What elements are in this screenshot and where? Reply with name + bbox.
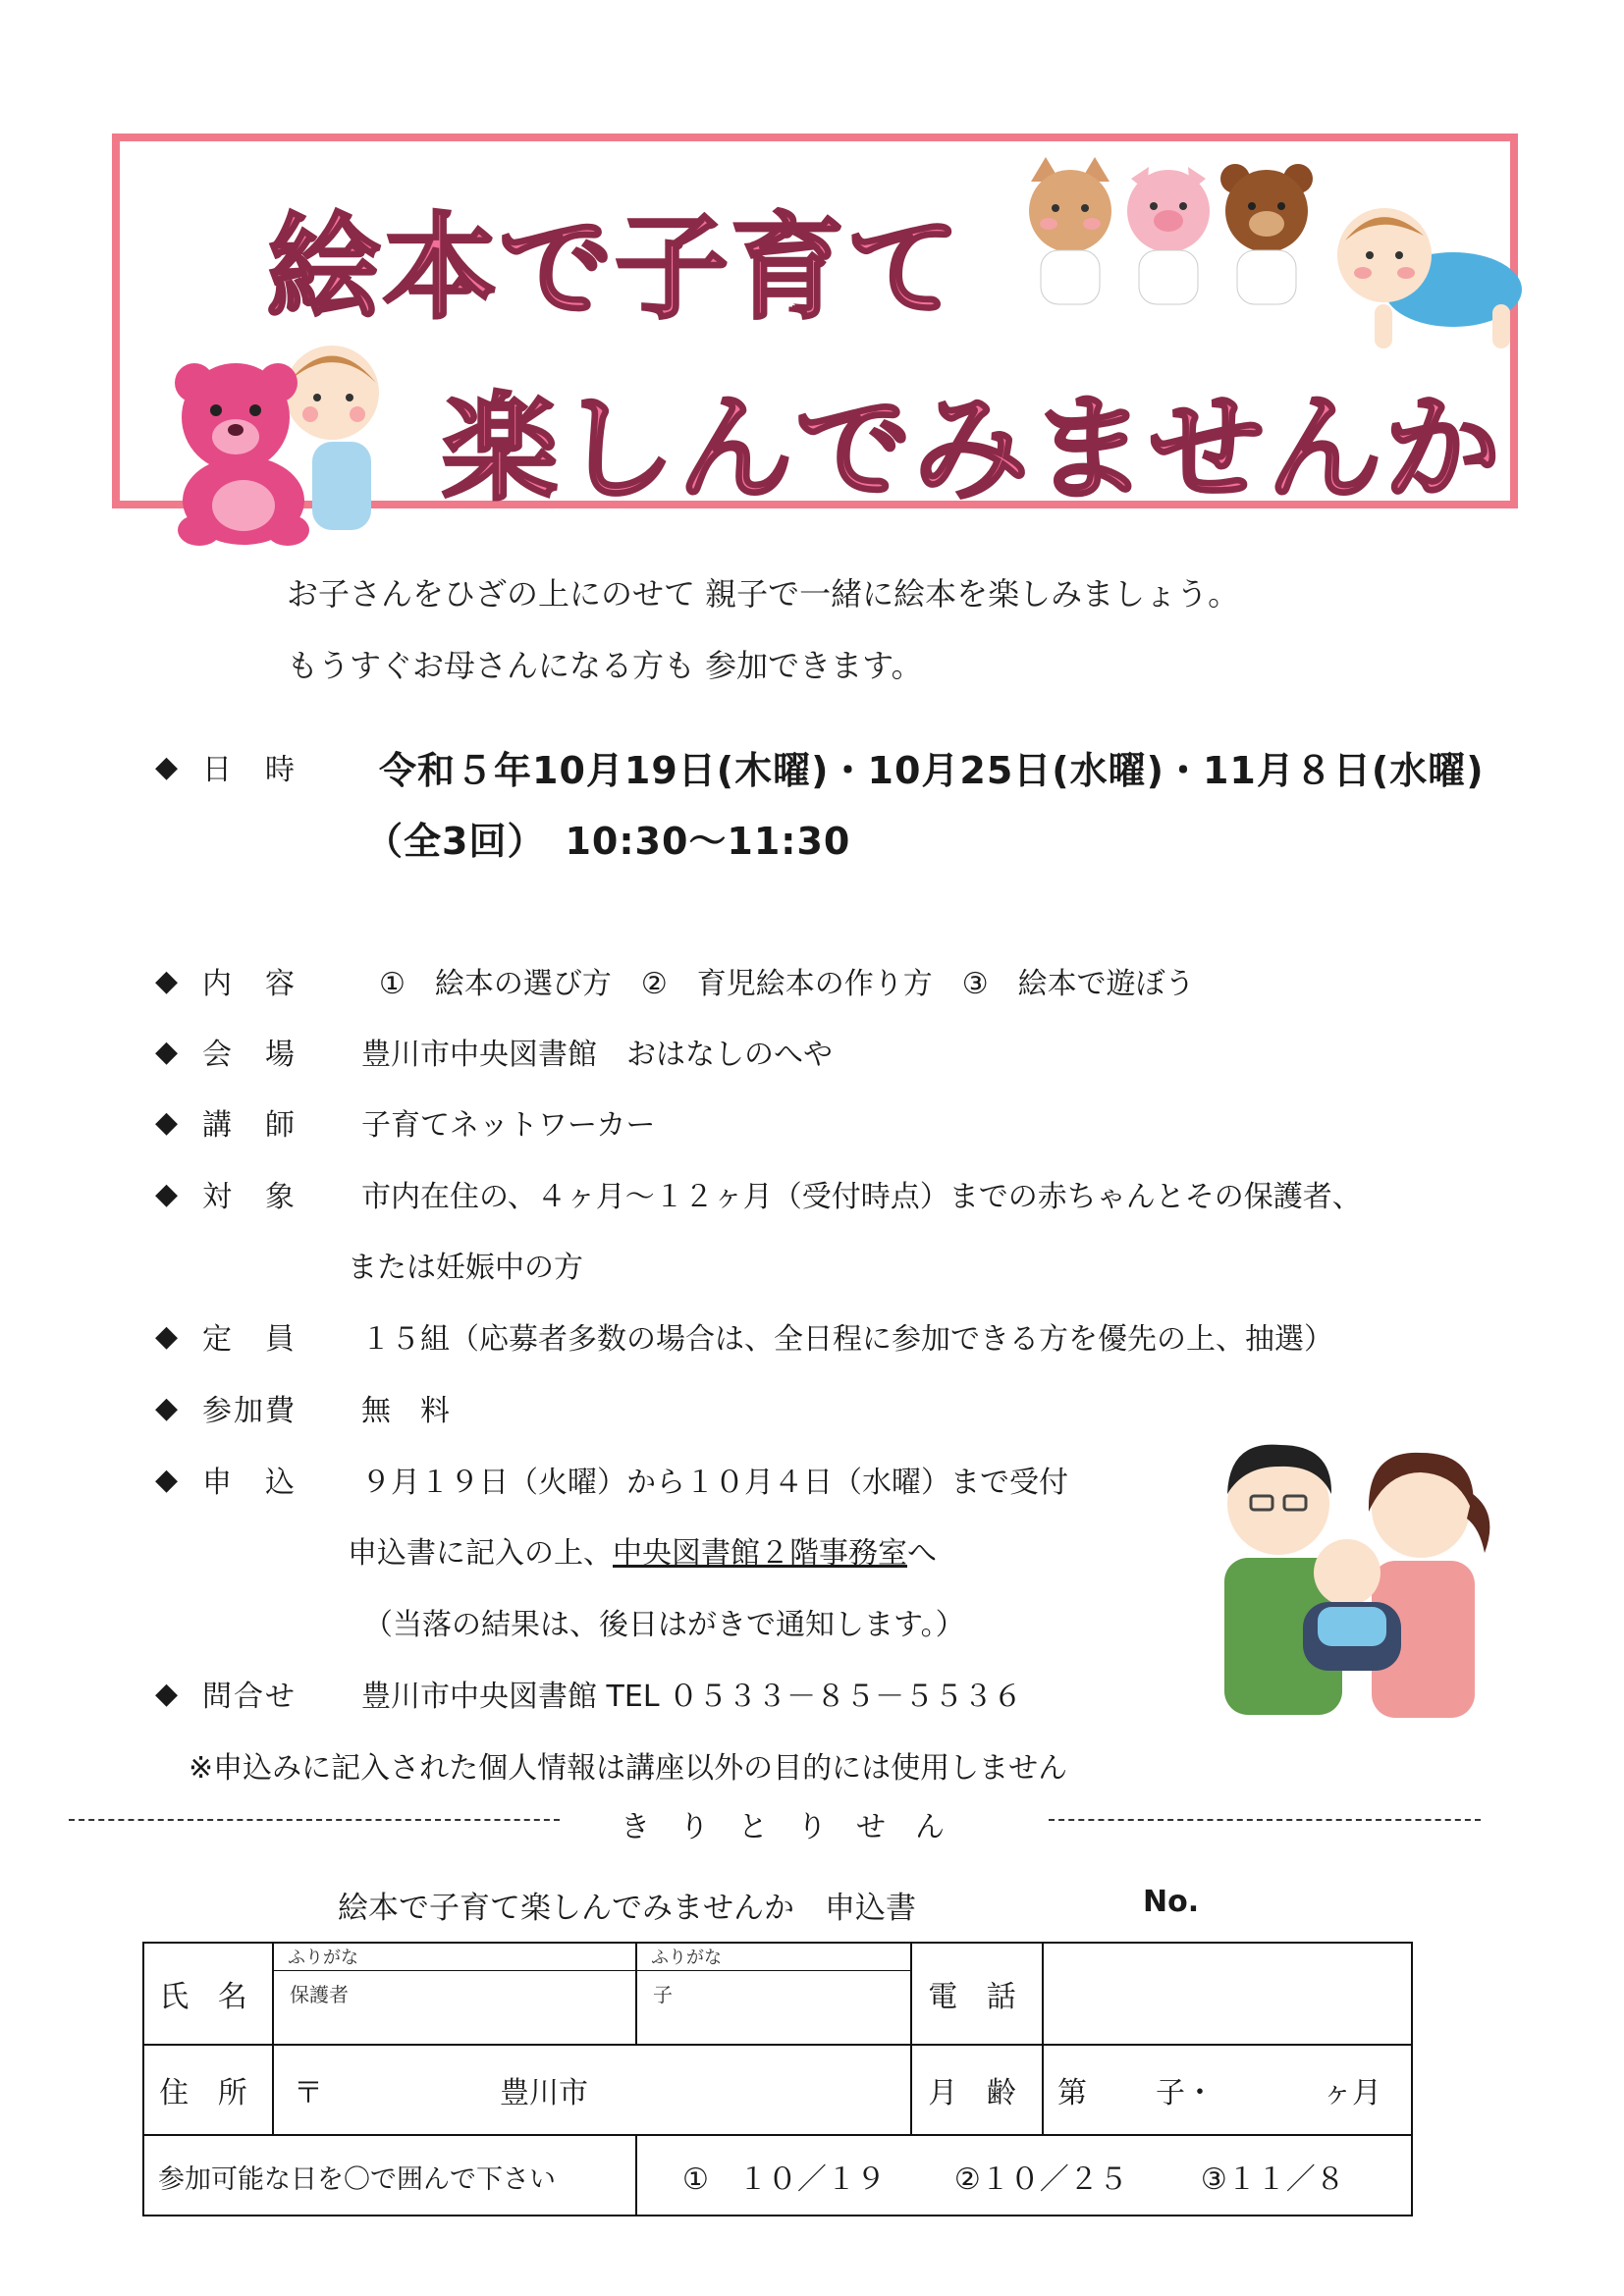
child-order-label: 子・ [1156,2076,1215,2110]
info-contact [155,1670,1022,1717]
child-name-field[interactable] [635,1944,910,2044]
diamond-icon: ◆ [155,1034,179,1069]
lecturer-label: 講 師 [202,1108,297,1143]
title-line-1: 絵本で子育て [267,202,962,335]
fee-label: 参加費 [202,1394,297,1428]
target-value-2: または妊娠中の方 [348,1251,583,1285]
age-label-cell [910,2044,1042,2134]
diamond-icon: ◆ [155,963,179,998]
crawling-baby-illustration [1326,196,1542,363]
intro-line-1: お子さんをひざの上にのせて 親子で一緒に絵本を楽しみましょう。 [287,575,1240,613]
apply-value-3: （当落の結果は、後日はがきで通知します。） [363,1608,965,1642]
postal-mark: 〒 [294,2076,323,2110]
privacy-note: ※申込みに記入された個人情報は講座以外の目的には使用しません [189,1751,1068,1786]
diamond-icon: ◆ [155,1390,179,1425]
order-label: 第 [1057,2076,1087,2110]
phone-field[interactable] [1042,1944,1413,2044]
diamond-icon: ◆ [155,1462,179,1497]
day-option-1[interactable]: ① １０／１９ [682,2163,886,2197]
diamond-icon: ◆ [155,1676,179,1711]
address-field[interactable] [272,2044,910,2134]
furigana-label-guardian: ふりがな [288,1948,358,1968]
family-illustration [1210,1435,1504,1720]
days-label-cell [144,2134,635,2216]
contact-label: 問合せ [202,1680,297,1714]
form-number-label: No. [1143,1885,1200,1919]
application-form [142,1942,1413,2216]
diamond-icon: ◆ [155,1318,179,1354]
phone-label: 電 話 [928,1980,1026,2014]
content-value: ① 絵本の選び方 ② 育児絵本の作り方 ③ 絵本で遊ぼう [379,967,1195,1001]
apply-value: ９月１９日（火曜）から１０月４日（水曜）まで受付 [361,1466,1068,1500]
apply-value-2-pre: 申込書に記入の上、 [348,1536,613,1571]
diamond-icon: ◆ [155,1176,179,1211]
info-lecturer [155,1098,655,1146]
apply-office-link: 中央図書館２階事務室 [613,1536,907,1571]
capacity-label: 定 員 [202,1322,297,1357]
teddy-bear-baby-illustration [175,324,401,550]
apply-label: 申 込 [202,1466,297,1500]
info-apply [155,1456,1068,1503]
datetime-label: 日 時 [202,753,297,787]
days-options [635,2134,1413,2216]
age-label: 月 齢 [928,2076,1026,2110]
days-label: 参加可能な日を〇で囲んで下さい [158,2163,556,2195]
target-value: 市内在住の、４ヶ月～１２ヶ月（受付時点）までの赤ちゃんとその保護者、 [361,1180,1362,1214]
diamond-icon: ◆ [155,1104,179,1140]
fee-value: 無 料 [361,1394,450,1428]
diamond-icon: ◆ [155,749,179,784]
guardian-name-field[interactable] [272,1944,635,2044]
cut-line-right [1049,1819,1481,1821]
target-label: 対 象 [202,1180,297,1214]
datetime-value: 令和５年10月19日(木曜)・10月25日(水曜)・11月８日(水曜) [379,748,1485,792]
info-content [155,957,1195,1004]
day-option-2[interactable]: ②１０／２５ [953,2163,1128,2197]
city-text: 豊川市 [500,2076,588,2110]
content-label: 内 容 [202,967,297,1001]
name-label: 氏 名 [159,1980,257,2014]
info-fee [155,1384,450,1431]
venue-label: 会 場 [202,1038,297,1072]
datetime-value-2: （全3回） 10:30～11:30 [365,820,851,863]
intro-line-2: もうすぐお母さんになる方も 参加できます。 [287,647,923,684]
lecturer-value: 子育てネットワーカー [361,1108,656,1143]
cut-line-label: きりとりせん [621,1810,974,1844]
day-option-3[interactable]: ③１１／８ [1200,2163,1345,2197]
contact-value: 豊川市中央図書館 TEL ０５３３－８５－５５３６ [361,1680,1023,1714]
phone-label-cell [910,1944,1042,2044]
child-label: 子 [653,1983,673,2006]
age-field[interactable] [1042,2044,1413,2134]
address-label: 住 所 [159,2076,257,2110]
info-venue [155,1028,833,1075]
apply-value-2-post: へ [907,1536,937,1571]
form-title: 絵本で子育て楽しんでみませんか 申込書 [338,1891,916,1926]
guardian-label: 保護者 [290,1983,349,2006]
furigana-label-child: ふりがな [651,1948,722,1968]
months-label: ヶ月 [1323,2076,1381,2110]
animal-dolls-illustration [1011,157,1335,324]
info-capacity [155,1312,1333,1360]
address-label-cell [144,2044,272,2134]
info-target [155,1170,1362,1217]
title-line-2: 楽しんでみませんか [442,381,1503,516]
name-label-cell [144,1944,272,2044]
capacity-value: １５組（応募者多数の場合は、全日程に参加できる方を優先の上、抽選） [361,1322,1333,1357]
info-datetime [155,743,1485,790]
apply-value-2 [348,1528,937,1572]
cut-line-left [69,1819,560,1821]
venue-value: 豊川市中央図書館 おはなしのへや [361,1038,833,1072]
